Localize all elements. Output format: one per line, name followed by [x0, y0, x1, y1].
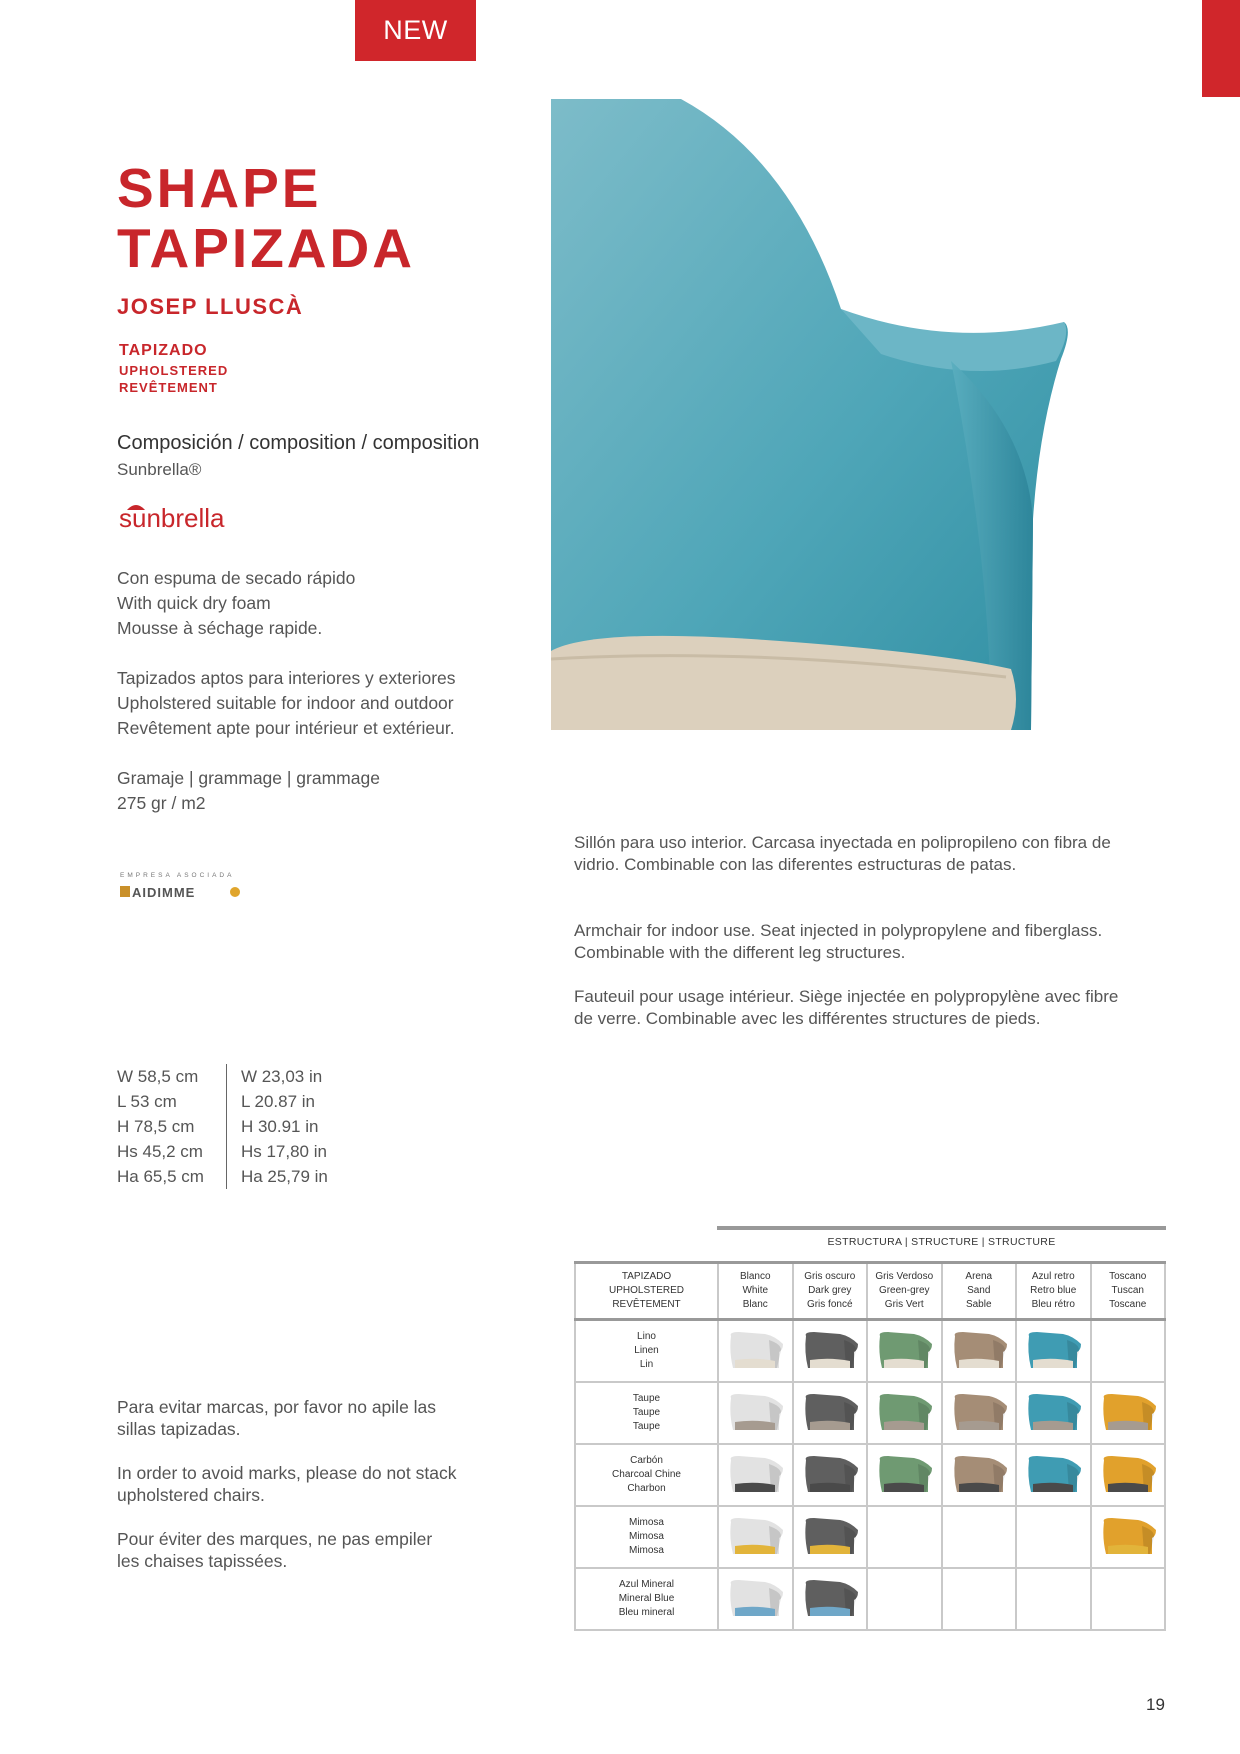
table-cell [867, 1320, 942, 1383]
weight-label: Gramaje | grammage | grammage [117, 768, 380, 788]
chair-swatch-icon [874, 1454, 934, 1496]
chair-swatch-icon [949, 1454, 1009, 1496]
dimension-in: Hs 17,80 in [240, 1142, 327, 1161]
table-cell [1016, 1568, 1091, 1630]
dimensions-cm [117, 1064, 226, 1189]
column-header-line: Tuscan [1111, 1285, 1144, 1296]
column-header-line: Blanc [742, 1299, 768, 1310]
fabric-label [575, 1382, 718, 1444]
fabric-label [575, 1320, 718, 1383]
table-cell [942, 1320, 1017, 1383]
fabric-label-line: Taupe [632, 1393, 661, 1404]
dimension-in: Ha 25,79 in [240, 1167, 328, 1186]
fabric-label [575, 1568, 718, 1630]
structure-column-header [718, 1263, 793, 1320]
table-cell [793, 1506, 868, 1568]
table-cell [867, 1382, 942, 1444]
chair-swatch-icon [725, 1454, 785, 1496]
table-cell [942, 1506, 1017, 1568]
table-cell [867, 1444, 942, 1506]
column-header-line: Sand [967, 1285, 991, 1296]
table-row [575, 1568, 1165, 1630]
fabric-label-line: Mimosa [628, 1517, 664, 1528]
column-header-line: Gris Vert [884, 1299, 924, 1310]
description-en: Armchair for indoor use. Seat injected in polypropylene and fiberglass. Combinable with the different leg structures. [574, 921, 1103, 962]
column-header-line: Gris foncé [806, 1299, 853, 1310]
chair-swatch-icon [1023, 1454, 1083, 1496]
dimension-cm: Ha 65,5 cm [117, 1167, 204, 1186]
column-header-line: Sable [965, 1299, 992, 1310]
table-header-row [575, 1263, 1165, 1320]
fabric-label-line: Mineral Blue [618, 1593, 675, 1604]
aidimme-logo [118, 868, 248, 902]
column-header-line: Gris Verdoso [875, 1271, 934, 1282]
column-header-line: White [742, 1285, 769, 1296]
chair-swatch-icon [800, 1330, 860, 1372]
upholstery-label-fr: REVÊTEMENT [119, 380, 218, 395]
table-cell [1016, 1506, 1091, 1568]
aidimme-logo-caption: EMPRESA ASOCIADA [120, 872, 235, 879]
structure-header: ESTRUCTURA | STRUCTURE | STRUCTURE [717, 1226, 1166, 1258]
structure-column-header [793, 1263, 868, 1320]
title-line-1: SHAPE [117, 157, 322, 219]
description-es: Sillón para uso interior. Carcasa inyectada en polipropileno con fibra de vidrio. Combinable con las diferentes estructuras de patas. [574, 833, 1111, 874]
dimension-cm: Hs 45,2 cm [117, 1142, 203, 1161]
composition-value: Sunbrella® [117, 460, 202, 479]
chair-swatch-icon [1023, 1330, 1083, 1372]
chair-swatch-icon [874, 1392, 934, 1434]
composition-heading: Composición / composition / composition [117, 432, 480, 454]
table-cell [718, 1382, 793, 1444]
suitability-text [117, 666, 456, 741]
table-cell [867, 1568, 942, 1630]
sunbrella-logo [117, 497, 237, 533]
table-row [575, 1382, 1165, 1444]
header-line: REVÊTEMENT [612, 1299, 681, 1310]
fabric-label-line: Charbon [627, 1483, 666, 1494]
table-body [575, 1320, 1165, 1631]
column-header-line: Toscane [1109, 1299, 1147, 1310]
chair-swatch-icon [949, 1330, 1009, 1372]
structure-column-header [1091, 1263, 1166, 1320]
chair-photo [551, 99, 1114, 730]
structure-column-header [942, 1263, 1017, 1320]
table-cell [718, 1320, 793, 1383]
table-cell [1091, 1568, 1166, 1630]
suitability-en: Upholstered suitable for indoor and outdoor [117, 693, 454, 713]
weight-value: 275 gr / m2 [117, 793, 206, 813]
table-cell [1091, 1320, 1166, 1383]
stacking-es: Para evitar marcas, por favor no apile las sillas tapizadas. [117, 1397, 437, 1439]
table-cell [718, 1506, 793, 1568]
table-cell [942, 1444, 1017, 1506]
title-line-2: TAPIZADA [117, 217, 415, 279]
new-badge [355, 0, 476, 61]
dimension-in: W 23,03 in [240, 1067, 323, 1086]
chair-swatch-icon [725, 1392, 785, 1434]
foam-text [117, 566, 355, 641]
product-title [117, 158, 415, 278]
structure-column-header [1016, 1263, 1091, 1320]
suitability-fr: Revêtement apte pour intérieur et extérieur. [117, 718, 455, 738]
fabric-label-line: Linen [634, 1345, 659, 1356]
structure-column-header [867, 1263, 942, 1320]
foam-es: Con espuma de secado rápido [117, 568, 356, 588]
color-table [574, 1261, 1166, 1631]
table-cell [942, 1568, 1017, 1630]
table-cell [1091, 1444, 1166, 1506]
new-badge-label: NEW [383, 15, 448, 45]
dimensions-in [226, 1064, 350, 1189]
header-line: UPHOLSTERED [608, 1285, 684, 1296]
fabric-label-line: Carbón [630, 1455, 663, 1466]
table-cell [942, 1382, 1017, 1444]
upholstery-column-header [575, 1263, 718, 1320]
column-header-line: Azul retro [1031, 1271, 1075, 1282]
table-cell [793, 1382, 868, 1444]
column-header-line: Bleu rétro [1031, 1299, 1075, 1310]
dimension-cm: L 53 cm [117, 1092, 177, 1111]
chair-swatch-icon [800, 1516, 860, 1558]
aidimme-logo-name: AIDIMME [132, 885, 196, 900]
column-header-line: Gris oscuro [804, 1271, 856, 1282]
corner-tab [1202, 0, 1240, 97]
dimension-in: L 20.87 in [240, 1092, 315, 1111]
column-header-line: Retro blue [1030, 1285, 1077, 1296]
table-cell [1091, 1506, 1166, 1568]
stacking-en: In order to avoid marks, please do not stack upholstered chairs. [117, 1463, 457, 1505]
fabric-label-line: Lin [639, 1359, 654, 1370]
fabric-label-line: Bleu mineral [618, 1607, 675, 1618]
chair-swatch-icon [949, 1392, 1009, 1434]
stacking-fr: Pour éviter des marques, ne pas empiler les chaises tapissées. [117, 1529, 433, 1571]
fabric-label [575, 1506, 718, 1568]
chair-swatch-icon [1098, 1392, 1158, 1434]
table-cell [793, 1444, 868, 1506]
table-cell [718, 1444, 793, 1506]
table-cell [1016, 1444, 1091, 1506]
table-cell [793, 1320, 868, 1383]
dimension-cm: H 78,5 cm [117, 1117, 195, 1136]
foam-en: With quick dry foam [117, 593, 271, 613]
table-cell [1016, 1382, 1091, 1444]
chair-swatch-icon [800, 1392, 860, 1434]
chair-swatch-icon [725, 1516, 785, 1558]
table-row [575, 1444, 1165, 1506]
column-header-line: Blanco [739, 1271, 771, 1282]
column-header-line: Green-grey [878, 1285, 930, 1296]
dimension-cm: W 58,5 cm [117, 1067, 199, 1086]
header-line: TAPIZADO [621, 1271, 672, 1282]
dimension-in: H 30.91 in [240, 1117, 319, 1136]
weight-text [117, 766, 380, 816]
column-header-line: Dark grey [808, 1285, 852, 1296]
chair-swatch-icon [1023, 1392, 1083, 1434]
chair-swatch-icon [800, 1578, 860, 1620]
fabric-label-line: Charcoal Chine [612, 1469, 681, 1480]
table-cell [1016, 1320, 1091, 1383]
fabric-label-line: Mimosa [628, 1545, 664, 1556]
sunbrella-logo-text: sunbrella [119, 503, 225, 533]
dimensions [117, 1064, 350, 1189]
table-cell [718, 1568, 793, 1630]
fabric-label [575, 1444, 718, 1506]
fabric-label-line: Mimosa [628, 1531, 664, 1542]
fabric-label-line: Lino [637, 1331, 656, 1342]
chair-swatch-icon [725, 1578, 785, 1620]
chair-swatch-icon [1098, 1516, 1158, 1558]
chair-swatch-icon [725, 1330, 785, 1372]
upholstery-label-es: TAPIZADO [119, 342, 208, 359]
fabric-label-line: Azul Mineral [618, 1579, 675, 1590]
table-cell [867, 1506, 942, 1568]
fabric-label-line: Taupe [632, 1407, 661, 1418]
designer-name: JOSEP LLUSCÀ [117, 294, 304, 319]
chair-swatch-icon [800, 1454, 860, 1496]
table-cell [793, 1568, 868, 1630]
column-header-line: Toscano [1109, 1271, 1147, 1282]
table-cell [1091, 1382, 1166, 1444]
page-number: 19 [1146, 1695, 1165, 1714]
upholstery-label-en: UPHOLSTERED [119, 363, 229, 378]
chair-swatch-icon [874, 1330, 934, 1372]
suitability-es: Tapizados aptos para interiores y exteriores [117, 668, 456, 688]
table-row [575, 1506, 1165, 1568]
column-header-line: Arena [965, 1271, 993, 1282]
table-row [575, 1320, 1165, 1383]
foam-fr: Mousse à séchage rapide. [117, 618, 323, 638]
description-fr: Fauteuil pour usage intérieur. Siège injectée en polypropylène avec fibre de verre. Combinable avec les différentes structures de pieds. [574, 987, 1119, 1028]
chair-swatch-icon [1098, 1454, 1158, 1496]
fabric-label-line: Taupe [632, 1421, 661, 1432]
